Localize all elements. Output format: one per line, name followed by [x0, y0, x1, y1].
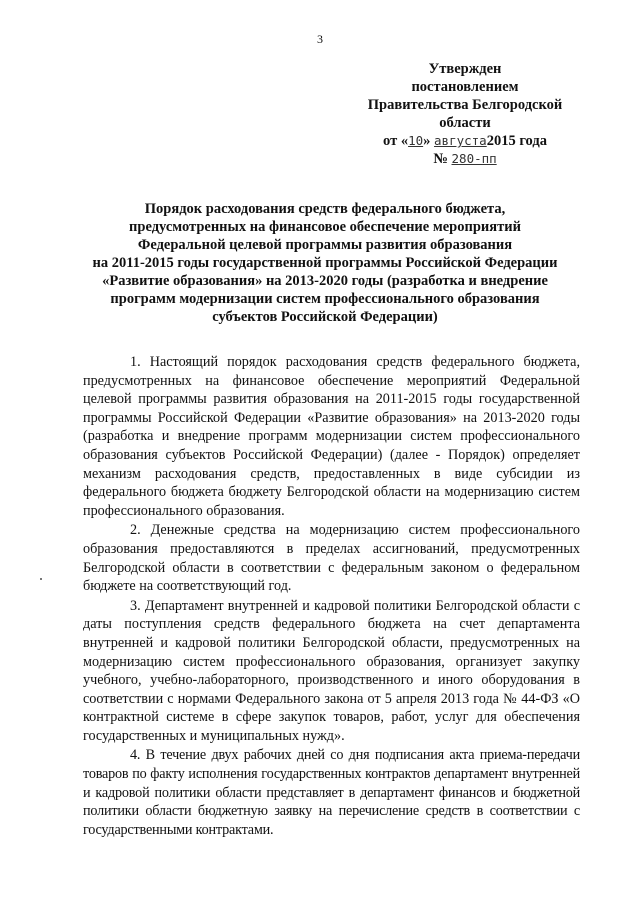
date-mid: » — [423, 133, 435, 149]
paragraph-1: 1. Настоящий порядок расходования средств федерального бюджета, предусмотренных на финансовое обеспечение мероприятий Федеральной целевой программы развития образования на 2011-2015 годы государственной программы Российской Федерации «Развитие образования» на 2013-2020 годы (разработка и внедрение программ модернизации систем профессионального образования субъектов Российской Федерации) (далее - Порядок) определяет механизм расходования средств, предоставленных в виде субсидии из федерального бюджета бюджету Белгородской области на модернизацию систем профессионального образования. — [83, 354, 580, 519]
document-body — [83, 353, 580, 839]
title-line: программ модернизации систем профессионального образования — [110, 291, 540, 307]
title-line: субъектов Российской Федерации) — [212, 309, 438, 325]
title-line: Порядок расходования средств федерального бюджета, — [144, 201, 506, 217]
title-line: предусмотренных на финансовое обеспечение мероприятий — [129, 219, 521, 235]
paragraph-4: 4. В течение двух рабочих дней со дня подписания акта приема-передачи товаров по факту исполнения государственных контрактов департамент внутренней и кадровой политики области представляет в департамент финансов и бюджетной политики области бюджетную заявку на перечисление средств в соответствии с государственными контрактами. — [83, 747, 580, 838]
approval-number — [340, 150, 590, 168]
approval-date — [340, 132, 590, 150]
approval-line: области — [439, 115, 491, 131]
date-day-handwritten: 10 — [408, 133, 424, 148]
margin-speck — [40, 578, 42, 580]
paragraph-2: 2. Денежные средства на модернизацию систем профессионального образования предоставляются в пределах ассигнований, предусмотренных Белгородской области в соответствии с федеральным законом о федеральном бюджете на соответствующий год. — [83, 522, 580, 595]
number-prefix: № — [433, 151, 452, 167]
approval-line: Правительства Белгородской — [367, 97, 563, 113]
title-line: на 2011-2015 годы государственной программы Российской Федерации — [92, 255, 558, 271]
date-year: 2015 года — [486, 133, 547, 149]
approval-stamp — [340, 60, 590, 168]
approval-line: постановлением — [411, 79, 519, 95]
title-line: Федеральной целевой программы развития образования — [137, 237, 513, 253]
date-month-handwritten: августа — [434, 133, 487, 148]
number-value-handwritten: 280-пп — [451, 151, 497, 166]
approval-line: Утвержден — [428, 61, 502, 77]
document-title — [70, 200, 580, 326]
title-line: «Развитие образования» на 2013-2020 годы (разработка и внедрение — [102, 273, 548, 289]
page-number: 3 — [317, 32, 323, 46]
date-prefix: от « — [383, 133, 409, 149]
paragraph-3: 3. Департамент внутренней и кадровой политики Белгородской области с даты поступления средств федерального бюджета на счет департамента внутренней и кадровой политики Белгородской области, предусмотренных на модернизацию систем профессионального образования, организует закупку учебного, учебно-лабораторного, производственного и иного оборудования в соответствии с нормами Федерального закона от 5 апреля 2013 года № 44-ФЗ «О контрактной системе в сфере закупок товаров, работ, услуг для обеспечения государственных и муниципальных нужд». — [83, 597, 580, 744]
